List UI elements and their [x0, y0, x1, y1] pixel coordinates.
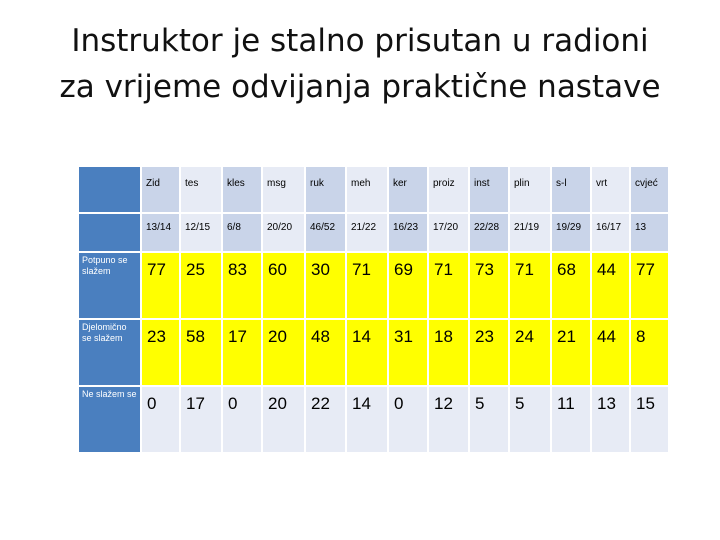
title-line-1: Instruktor je stalno prisutan u radioni — [71, 23, 649, 59]
value-cell: 83 — [223, 253, 261, 318]
value-cell: 20 — [263, 387, 304, 452]
value-cell: 20 — [263, 320, 304, 385]
participants-cell: 6/8 — [223, 214, 261, 251]
value-cell: 71 — [429, 253, 468, 318]
value-cell: 77 — [631, 253, 668, 318]
participants-cell: 12/15 — [181, 214, 221, 251]
value-cell: 5 — [510, 387, 550, 452]
value-cell: 17 — [223, 320, 261, 385]
value-cell: 44 — [592, 320, 629, 385]
column-header: plin — [510, 167, 550, 212]
value-cell: 0 — [223, 387, 261, 452]
participants-cell: 13/14 — [142, 214, 179, 251]
value-cell: 71 — [347, 253, 387, 318]
value-cell: 8 — [631, 320, 668, 385]
value-cell: 17 — [181, 387, 221, 452]
value-cell: 44 — [592, 253, 629, 318]
table-row — [79, 387, 668, 452]
value-cell: 60 — [263, 253, 304, 318]
value-cell: 0 — [389, 387, 427, 452]
participants-cell: 16/23 — [389, 214, 427, 251]
table-row — [79, 320, 668, 385]
row-label: Potpuno se slažem — [79, 253, 140, 318]
header-row — [79, 167, 668, 212]
participants-cell: 16/17 — [592, 214, 629, 251]
row-label: Djelomično se slažem — [79, 320, 140, 385]
value-cell: 15 — [631, 387, 668, 452]
column-header: kles — [223, 167, 261, 212]
participants-cell: 17/20 — [429, 214, 468, 251]
participants-cell: 21/19 — [510, 214, 550, 251]
participants-cell: 13 — [631, 214, 668, 251]
results-table — [77, 165, 670, 454]
value-cell: 23 — [470, 320, 508, 385]
column-header: s-l — [552, 167, 590, 212]
value-cell: 69 — [389, 253, 427, 318]
value-cell: 71 — [510, 253, 550, 318]
value-cell: 58 — [181, 320, 221, 385]
value-cell: 24 — [510, 320, 550, 385]
value-cell: 30 — [306, 253, 345, 318]
value-cell: 11 — [552, 387, 590, 452]
value-cell: 22 — [306, 387, 345, 452]
value-cell: 68 — [552, 253, 590, 318]
value-cell: 31 — [389, 320, 427, 385]
column-header: proiz — [429, 167, 468, 212]
value-cell: 73 — [470, 253, 508, 318]
column-header: meh — [347, 167, 387, 212]
participants-row — [79, 214, 668, 251]
participants-cell: 22/28 — [470, 214, 508, 251]
slide-title — [0, 18, 720, 110]
value-cell: 13 — [592, 387, 629, 452]
column-header: inst — [470, 167, 508, 212]
value-cell: 12 — [429, 387, 468, 452]
participants-cell: 46/52 — [306, 214, 345, 251]
value-cell: 14 — [347, 320, 387, 385]
column-header: ker — [389, 167, 427, 212]
value-cell: 23 — [142, 320, 179, 385]
table-row — [79, 253, 668, 318]
value-cell: 77 — [142, 253, 179, 318]
column-header: tes — [181, 167, 221, 212]
value-cell: 25 — [181, 253, 221, 318]
column-header: cvjeć — [631, 167, 668, 212]
column-header: vrt — [592, 167, 629, 212]
corner-cell — [79, 167, 140, 212]
value-cell: 21 — [552, 320, 590, 385]
participants-cell: 20/20 — [263, 214, 304, 251]
value-cell: 0 — [142, 387, 179, 452]
participants-cell: 19/29 — [552, 214, 590, 251]
corner-cell — [79, 214, 140, 251]
column-header: msg — [263, 167, 304, 212]
title-line-2: za vrijeme odvijanja praktične nastave — [59, 69, 661, 105]
value-cell: 14 — [347, 387, 387, 452]
row-label: Ne slažem se — [79, 387, 140, 452]
value-cell: 5 — [470, 387, 508, 452]
value-cell: 48 — [306, 320, 345, 385]
column-header: Zid — [142, 167, 179, 212]
participants-cell: 21/22 — [347, 214, 387, 251]
column-header: ruk — [306, 167, 345, 212]
value-cell: 18 — [429, 320, 468, 385]
